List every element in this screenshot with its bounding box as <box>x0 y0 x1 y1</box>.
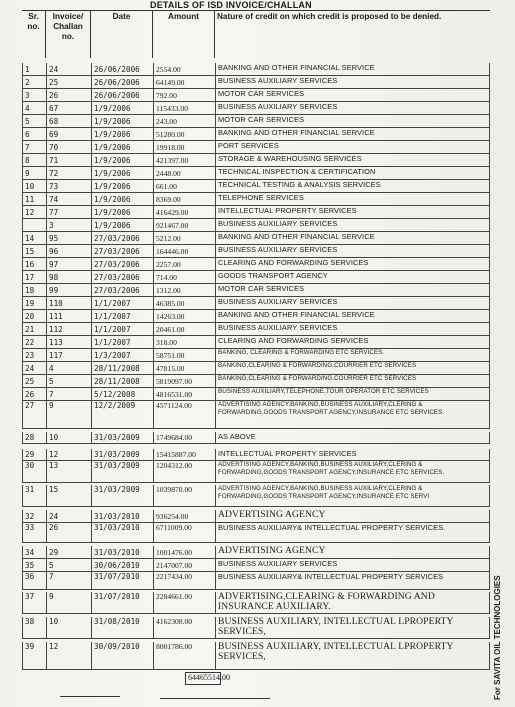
table-row <box>22 128 490 141</box>
cell-inv: 96 <box>46 245 91 258</box>
cell-inv: 3 <box>46 219 91 232</box>
cell-nature: BUSINESS AUXILIARY& INTELLECTUAL PROPERTY SERVICES <box>215 572 490 590</box>
cell-sr: 11 <box>22 193 46 206</box>
cell-amt: 1204312.00 <box>153 461 215 483</box>
cell-date: 28/11/2008 <box>91 362 153 375</box>
cell-inv: 113 <box>46 336 91 349</box>
cell-sr: 6 <box>22 128 46 141</box>
cell-sr: 22 <box>22 336 46 349</box>
cell-amt: 2217434.00 <box>153 572 215 590</box>
cell-inv: 98 <box>46 271 91 284</box>
table-row <box>22 461 490 483</box>
cell-amt: 416429.00 <box>153 206 215 219</box>
table-row <box>22 592 490 614</box>
header-sr: Sr. no. <box>22 10 46 58</box>
cell-amt: 115433.00 <box>153 102 215 115</box>
cell-date: 30/09/2010 <box>91 642 153 670</box>
cell-amt: 58751.00 <box>153 349 215 362</box>
cell-sr: 15 <box>22 245 46 258</box>
cell-nature: BUSINESS AUXILIARY, INTELLECTUAL LPROPERTY SERVICES, <box>215 642 490 670</box>
cell-sr: 10 <box>22 180 46 193</box>
cell-amt: 1749684.00 <box>153 432 215 444</box>
cell-sr: 32 <box>22 510 46 523</box>
cell-sr: 20 <box>22 310 46 323</box>
cell-inv: 68 <box>46 115 91 128</box>
table-row <box>22 141 490 154</box>
table-row <box>22 510 490 523</box>
cell-amt: 4571124.00 <box>153 401 215 429</box>
cell-amt: 164446.00 <box>153 245 215 258</box>
cell-sr: 1 <box>22 63 46 76</box>
cell-nature: BANKING AND OTHER FINANCIAL SERVICE <box>215 310 490 323</box>
cell-amt: 792.00 <box>153 89 215 102</box>
cell-sr: 25 <box>22 375 46 388</box>
cell-sr: 39 <box>22 642 46 670</box>
cell-nature: AS ABOVE <box>215 432 490 444</box>
cell-sr: 26 <box>22 388 46 401</box>
cell-amt: 4162308.00 <box>153 617 215 639</box>
cell-nature: BUSINESS AUXILIARY SERVICES <box>215 76 490 89</box>
table-row <box>22 323 490 336</box>
cell-sr: 31 <box>22 485 46 507</box>
cell-amt: 921467.00 <box>153 219 215 232</box>
cell-date: 28/11/2008 <box>91 375 153 388</box>
table-title: DETAILS OF ISD INVOICE/CHALLAN <box>150 0 312 10</box>
company-stamp: For SAVITA OIL TECHNOLOGIES <box>493 575 502 700</box>
cell-sr: 16 <box>22 258 46 271</box>
cell-date: 31/03/2010 <box>91 546 153 559</box>
cell-date: 27/03/2006 <box>91 271 153 284</box>
cell-date: 26/06/2006 <box>91 63 153 76</box>
table-row <box>22 297 490 310</box>
cell-amt: 5819097.00 <box>153 375 215 388</box>
cell-nature: MOTOR CAR SERVICES <box>215 89 490 102</box>
table-row <box>22 271 490 284</box>
cell-nature: MOTOR CAR SERVICES <box>215 284 490 297</box>
cell-nature: TELEPHONE SERVICES <box>215 193 490 206</box>
cell-date: 1/3/2007 <box>91 349 153 362</box>
cell-date: 26/06/2006 <box>91 89 153 102</box>
cell-inv: 7 <box>46 572 91 590</box>
cell-amt: 8001786.00 <box>153 642 215 670</box>
divider <box>60 696 120 697</box>
cell-amt: 2284661.00 <box>153 592 215 614</box>
cell-inv: 5 <box>46 559 91 572</box>
cell-sr: 12 <box>22 206 46 219</box>
cell-inv: 26 <box>46 523 91 543</box>
cell-nature: BANKING AND OTHER FINANCIAL SERVICE <box>215 232 490 245</box>
cell-date: 1/9/2006 <box>91 154 153 167</box>
cell-date: 31/03/2009 <box>91 485 153 507</box>
cell-nature: BUSINESS AUXILIARY SERVICES <box>215 323 490 336</box>
cell-nature: CLEARING AND FORWARDING SERVICES <box>215 336 490 349</box>
table-row <box>22 349 490 362</box>
table-row <box>22 310 490 323</box>
table-row <box>22 449 490 461</box>
cell-amt: 19918.00 <box>153 141 215 154</box>
cell-date: 1/1/2007 <box>91 323 153 336</box>
cell-date: 12/2/2009 <box>91 401 153 429</box>
cell-date: 27/03/2006 <box>91 245 153 258</box>
cell-amt: 243.00 <box>153 115 215 128</box>
cell-sr: 19 <box>22 297 46 310</box>
table-row <box>22 523 490 543</box>
cell-sr: 17 <box>22 271 46 284</box>
cell-nature: INTELLECTUAL PROPERTY SERVICES <box>215 206 490 219</box>
cell-nature: BUSINESS AUXILIARY, INTELLECTUAL LPROPERTY SERVICES, <box>215 617 490 639</box>
cell-inv: 117 <box>46 349 91 362</box>
cell-nature: PORT SERVICES <box>215 141 490 154</box>
cell-sr: 29 <box>22 449 46 461</box>
cell-inv: 9 <box>46 401 91 429</box>
table-row <box>22 375 490 388</box>
cell-nature: INTELLECTUAL PROPERTY SERVICES <box>215 449 490 461</box>
table-row <box>22 485 490 507</box>
cell-inv: 12 <box>46 642 91 670</box>
cell-sr: 3 <box>22 89 46 102</box>
cell-sr: 38 <box>22 617 46 639</box>
cell-amt: 20461.00 <box>153 323 215 336</box>
cell-inv: 74 <box>46 193 91 206</box>
cell-nature: ADVERTISING AGENCY,BANKING,BUSINESS AUXILIARY,CLERING & FORWARDING,GOODS TRANSPORT AGENCY,INSURANCE ETC SERVICES. <box>215 461 490 483</box>
cell-date: 31/08/2010 <box>91 617 153 639</box>
cell-date: 1/9/2006 <box>91 128 153 141</box>
cell-inv: 71 <box>46 154 91 167</box>
cell-amt: 2554.00 <box>153 63 215 76</box>
cell-date: 5/12/2008 <box>91 388 153 401</box>
cell-nature: MOTOR CAR SERVICES <box>215 115 490 128</box>
cell-amt: 2448.00 <box>153 167 215 180</box>
table-row <box>22 76 490 89</box>
cell-nature: BUSINESS AUXILIARY& INTELLECTUAL PROPERTY SERVICES. <box>215 523 490 543</box>
cell-nature: ADVERTISING AGENCY,BANKING,BUSINESS AUXILIARY,CLERING & FORWARDING,GOODS TRANSPORT AGENCY,INSURANCE ETC SERVI <box>215 485 490 507</box>
header-amount: Amount <box>153 10 215 58</box>
cell-nature: ADVERTISING AGENCY,BANKING,BUSINESS AUXILIARY,CLERING & FORWARDING,GOODS TRANSPORT AGENCY,INSURANCE ETC SERVICES. <box>215 401 490 429</box>
cell-nature: BUSINESS AUXILIARY SERVICES <box>215 102 490 115</box>
cell-date: 1/9/2006 <box>91 115 153 128</box>
cell-nature: BANKING AND OTHER FINANCIAL SERVICE <box>215 63 490 76</box>
cell-nature: ADVERTISING AGENCY <box>215 510 490 523</box>
cell-nature: BUSINESS AUXILIARY SERVICES <box>215 297 490 310</box>
cell-inv: 72 <box>46 167 91 180</box>
table-row <box>22 336 490 349</box>
cell-amt: 4816531.00 <box>153 388 215 401</box>
cell-date: 31/03/2009 <box>91 449 153 461</box>
cell-sr: 21 <box>22 323 46 336</box>
header-nature: Nature of credit on which credit is proposed to be denied. <box>215 10 490 58</box>
cell-inv: 9 <box>46 592 91 614</box>
cell-amt: 318.00 <box>153 336 215 349</box>
cell-amt: 51280.00 <box>153 128 215 141</box>
cell-inv: 4 <box>46 362 91 375</box>
cell-inv: 13 <box>46 461 91 483</box>
cell-date: 31/03/2010 <box>91 510 153 523</box>
cell-sr: 36 <box>22 572 46 590</box>
divider <box>160 698 270 699</box>
cell-inv: 10 <box>46 432 91 444</box>
cell-date: 31/07/2010 <box>91 572 153 590</box>
cell-date: 27/03/2006 <box>91 284 153 297</box>
cell-sr: 30 <box>22 461 46 483</box>
cell-date: 1/9/2006 <box>91 102 153 115</box>
cell-sr: 35 <box>22 559 46 572</box>
table-row <box>22 180 490 193</box>
cell-inv: 70 <box>46 141 91 154</box>
table-row <box>22 245 490 258</box>
cell-sr <box>22 219 46 232</box>
table-row <box>22 284 490 297</box>
cell-amt: 47815.00 <box>153 362 215 375</box>
cell-amt: 6711009.00 <box>153 523 215 543</box>
cell-date: 1/1/2007 <box>91 297 153 310</box>
cell-amt: 936254.00 <box>153 510 215 523</box>
cell-nature: TECHNICAL INSPECTION & CERTIFICATION <box>215 167 490 180</box>
cell-sr: 8 <box>22 154 46 167</box>
cell-inv: 5 <box>46 375 91 388</box>
cell-amt: 64149.00 <box>153 76 215 89</box>
cell-nature: BANKING,CLEARING & FORWARDING,COURRIER ETC SERVICES <box>215 362 490 375</box>
header-invoice: Invoice/ Challan no. <box>46 10 91 58</box>
cell-nature: BANKING AND OTHER FINANCIAL SERVICE <box>215 128 490 141</box>
cell-inv: 95 <box>46 232 91 245</box>
cell-nature: BANKING, CLEARING & FORWARDING ETC SERVICES. <box>215 349 490 362</box>
cell-date: 1/1/2007 <box>91 336 153 349</box>
cell-date: 1/9/2006 <box>91 206 153 219</box>
cell-amt: 46385.00 <box>153 297 215 310</box>
table-row <box>22 206 490 219</box>
cell-inv: 67 <box>46 102 91 115</box>
table-row <box>22 559 490 572</box>
cell-inv: 26 <box>46 89 91 102</box>
cell-amt: 14263.00 <box>153 310 215 323</box>
cell-amt: 661.00 <box>153 180 215 193</box>
cell-amt: 421397.00 <box>153 154 215 167</box>
cell-date: 1/9/2006 <box>91 219 153 232</box>
table-row <box>22 232 490 245</box>
cell-date: 1/1/2007 <box>91 310 153 323</box>
cell-inv: 29 <box>46 546 91 559</box>
cell-sr: 14 <box>22 232 46 245</box>
cell-sr: 28 <box>22 432 46 444</box>
cell-inv: 110 <box>46 297 91 310</box>
cell-inv: 25 <box>46 76 91 89</box>
cell-inv: 15 <box>46 485 91 507</box>
cell-amt: 5212.00 <box>153 232 215 245</box>
cell-date: 27/03/2006 <box>91 258 153 271</box>
cell-amt: 8369.00 <box>153 193 215 206</box>
cell-inv: 111 <box>46 310 91 323</box>
cell-amt: 1039870.00 <box>153 485 215 507</box>
table-row <box>22 362 490 375</box>
table-row <box>22 167 490 180</box>
cell-nature: CLEARING AND FORWARDING SERVICES <box>215 258 490 271</box>
table-row <box>22 154 490 167</box>
cell-date: 31/03/2009 <box>91 461 153 483</box>
cell-inv: 7 <box>46 388 91 401</box>
cell-sr: 9 <box>22 167 46 180</box>
cell-sr: 2 <box>22 76 46 89</box>
cell-nature: BUSINESS AUXILIARY SERVICES <box>215 245 490 258</box>
cell-inv: 12 <box>46 449 91 461</box>
cell-nature: GOODS TRANSPORT AGENCY <box>215 271 490 284</box>
cell-inv: 77 <box>46 206 91 219</box>
cell-nature: ADVERTISING,CLEARING & FORWARDING AND INSURANCE AUXILIARY. <box>215 592 490 614</box>
cell-nature: STORAGE & WAREHOUSING SERVICES <box>215 154 490 167</box>
cell-date: 31/03/2009 <box>91 432 153 444</box>
table-row <box>22 89 490 102</box>
cell-inv: 10 <box>46 617 91 639</box>
table-row <box>22 388 490 401</box>
cell-inv: 99 <box>46 284 91 297</box>
cell-date: 31/07/2010 <box>91 592 153 614</box>
cell-amt: 2257.00 <box>153 258 215 271</box>
cell-date: 27/03/2006 <box>91 232 153 245</box>
cell-inv: 24 <box>46 63 91 76</box>
cell-sr: 7 <box>22 141 46 154</box>
cell-inv: 73 <box>46 180 91 193</box>
cell-date: 1/9/2006 <box>91 167 153 180</box>
cell-nature: BUSINESS AUXILIARY SERVICES <box>215 559 490 572</box>
cell-amt: 714.00 <box>153 271 215 284</box>
table-row <box>22 193 490 206</box>
cell-inv: 112 <box>46 323 91 336</box>
cell-sr: 33 <box>22 523 46 543</box>
cell-date: 30/06/2010 <box>91 559 153 572</box>
cell-sr: 37 <box>22 592 46 614</box>
cell-amt: 1312.00 <box>153 284 215 297</box>
cell-amt: 15415887.00 <box>153 449 215 461</box>
cell-nature: BANKING,CLEARING & FORWARDING,COURRIER ETC SERVICES <box>215 375 490 388</box>
cell-inv: 97 <box>46 258 91 271</box>
cell-inv: 24 <box>46 510 91 523</box>
header-date: Date <box>91 10 153 58</box>
table-row <box>22 642 490 670</box>
cell-amt: 1001476.00 <box>153 546 215 559</box>
table-row <box>22 432 490 444</box>
cell-sr: 24 <box>22 362 46 375</box>
table-row <box>22 546 490 559</box>
cell-sr: 34 <box>22 546 46 559</box>
cell-nature: TECHNICAL TESTING & ANALYSIS SERVICES <box>215 180 490 193</box>
cell-nature: BUSINESS AUXILIARY,TELEPHONE,TOUR OPERATOR ETC SERVICES <box>215 388 490 401</box>
cell-date: 26/06/2006 <box>91 76 153 89</box>
table-row <box>22 617 490 639</box>
table-row <box>22 219 490 232</box>
cell-sr: 23 <box>22 349 46 362</box>
cell-sr: 4 <box>22 102 46 115</box>
cell-nature: BUSINESS AUXILIARY SERVICES <box>215 219 490 232</box>
total-amount: 64465514.00 <box>185 672 221 685</box>
cell-date: 1/9/2006 <box>91 193 153 206</box>
table-row <box>22 115 490 128</box>
table-row <box>22 401 490 429</box>
table-row <box>22 572 490 590</box>
cell-date: 1/9/2006 <box>91 141 153 154</box>
cell-amt: 2147007.00 <box>153 559 215 572</box>
cell-sr: 18 <box>22 284 46 297</box>
cell-nature: ADVERTISING AGENCY <box>215 546 490 559</box>
cell-sr: 5 <box>22 115 46 128</box>
table-row <box>22 102 490 115</box>
table-row <box>22 63 490 76</box>
cell-sr: 27 <box>22 401 46 429</box>
cell-date: 31/03/2010 <box>91 523 153 543</box>
cell-inv: 69 <box>46 128 91 141</box>
table-row <box>22 258 490 271</box>
cell-date: 1/9/2006 <box>91 180 153 193</box>
